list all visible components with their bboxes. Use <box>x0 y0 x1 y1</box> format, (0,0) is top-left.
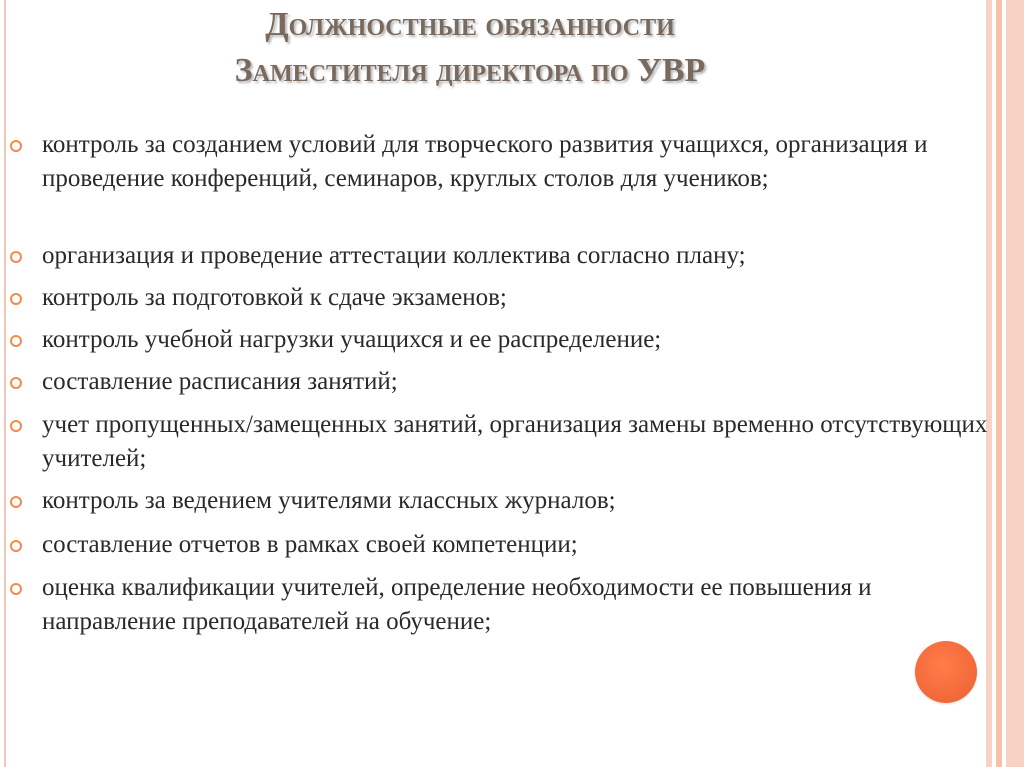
bullet-text: составление расписания занятий; <box>42 368 398 395</box>
title-line-2: Заместителя директора по УВР <box>234 52 706 89</box>
bullet-item <box>42 484 992 518</box>
bullet-item <box>42 239 992 273</box>
bullet-item <box>42 323 992 357</box>
title-line-1: Должностные обязанности <box>265 6 675 43</box>
hollow-circle-bullet-icon <box>10 335 22 347</box>
left-border-line <box>4 0 6 767</box>
bullet-item <box>42 528 992 562</box>
bullet-item <box>42 408 992 476</box>
hollow-circle-bullet-icon <box>10 140 22 152</box>
bullet-text: учет пропущенных/замещенных занятий, организация замены временно отсутствующих учителей; <box>42 411 988 472</box>
hollow-circle-bullet-icon <box>10 540 22 552</box>
hollow-circle-bullet-icon <box>10 420 22 432</box>
bullet-text: организация и проведение аттестации коллектива согласно плану; <box>42 242 746 269</box>
slide-title <box>0 0 940 94</box>
bullet-item <box>42 281 992 315</box>
hollow-circle-bullet-icon <box>10 293 22 305</box>
bullet-text: контроль за подготовкой к сдаче экзаменов; <box>42 284 507 311</box>
hollow-circle-bullet-icon <box>10 496 22 508</box>
orange-circle-icon <box>915 641 977 703</box>
bullet-text: оценка квалификации учителей, определение необходимости ее повышения и направление преподавателей на обучение; <box>42 574 872 635</box>
bullet-item <box>42 571 992 639</box>
bullet-text: контроль за созданием условий для творческого развития учащихся, организация и проведение конференций, семинаров, круглых столов для учеников; <box>42 131 928 192</box>
hollow-circle-bullet-icon <box>10 583 22 595</box>
bullet-item <box>42 365 992 399</box>
bullet-text: составление отчетов в рамках своей компетенции; <box>42 531 578 558</box>
hollow-circle-bullet-icon <box>10 377 22 389</box>
bullet-item <box>42 128 992 196</box>
bullet-text: контроль за ведением учителями классных журналов; <box>42 487 616 514</box>
bullet-text: контроль учебной нагрузки учащихся и ее распределение; <box>42 326 662 353</box>
hollow-circle-bullet-icon <box>10 251 22 263</box>
